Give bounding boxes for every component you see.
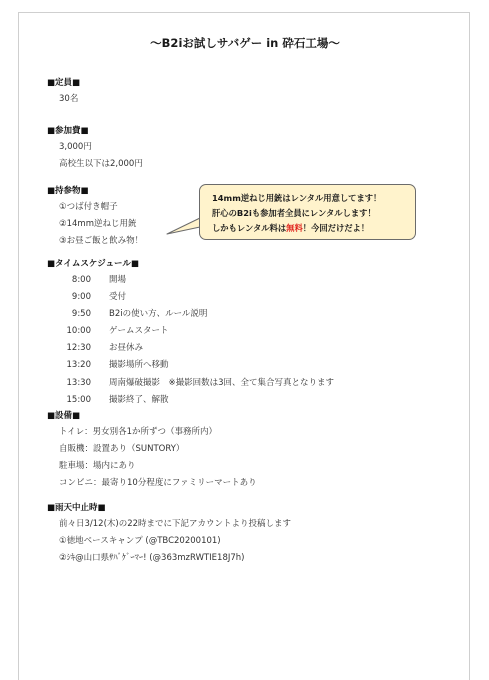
- schedule-description: ゲームスタート: [109, 326, 169, 337]
- schedule-time: 9:50: [71, 309, 91, 320]
- schedule-description: 撮影終了、解散: [109, 394, 169, 405]
- schedule-row: [47, 357, 169, 374]
- section-facilities: [47, 408, 257, 492]
- rain-notice: 前々日3/12(木)の22時までに下記アカウントより投稿します: [59, 519, 291, 529]
- schedule-time: 13:20: [66, 360, 91, 371]
- schedule-row: [47, 375, 335, 392]
- schedule-row: [47, 392, 169, 409]
- callout-free-highlight: 無料: [286, 223, 303, 233]
- schedule-row: [47, 323, 169, 340]
- schedule-description: 周南爆破撮影 ※撮影回数は3回、全て集合写真となります: [109, 377, 335, 388]
- callout-free-prefix: しかもレンタル料は: [212, 223, 287, 233]
- capacity-value: 30名: [59, 94, 79, 104]
- callout-line-rental-b2i: 肝心のB2iも参加者全員にレンタルします！: [212, 208, 376, 218]
- callout-tail: [19, 13, 471, 313]
- schedule-heading: ■タイムスケジュール■: [47, 259, 139, 269]
- facility-item: 駐車場：場内にあり: [59, 461, 136, 471]
- schedule-description: B2iの使い方、ルール説明: [109, 309, 208, 320]
- belongings-item: ③お昼ご飯と飲み物！: [59, 236, 144, 246]
- callout-line-free: [212, 221, 415, 236]
- facility-item: コンビニ：最寄り10分程度にファミリーマートあり: [59, 478, 257, 488]
- rain-account: ①徳地ベースキャンプ (@TBC20200101): [59, 536, 221, 546]
- schedule-time: 9:00: [71, 292, 91, 303]
- schedule-description: 開場: [109, 275, 127, 285]
- belongings-item: ②14mm逆ねじ用銃: [59, 219, 137, 229]
- belongings-item: ①つば付き帽子: [59, 202, 118, 212]
- document-title: 〜B2iお試しサバゲー in 砕石工場〜: [150, 36, 340, 50]
- schedule-time: 13:30: [66, 377, 91, 388]
- callout-free-suffix: ！今回だけだよ！: [302, 223, 370, 233]
- rain-heading: ■雨天中止時■: [47, 503, 106, 513]
- facility-item: 自販機：設置あり（SUNTORY）: [59, 444, 185, 454]
- schedule-time: 12:30: [66, 343, 91, 354]
- schedule-description: 受付: [109, 292, 127, 303]
- callout-line-rental-guns: 14mm逆ねじ用銃はレンタル用意してます！: [212, 193, 382, 203]
- facility-item: トイレ：男女別各1か所ずつ（事務所内）: [59, 427, 217, 437]
- section-rain-cancellation: [47, 500, 291, 567]
- schedule-time: 10:00: [66, 326, 91, 337]
- schedule-description: お昼休み: [109, 343, 144, 354]
- schedule-description: 撮影場所へ移動: [109, 360, 169, 371]
- fee-student: 高校生以下は2,000円: [59, 159, 143, 169]
- fee-general: 3,000円: [59, 142, 92, 152]
- fee-heading: ■参加費■: [47, 126, 89, 136]
- belongings-heading: ■持参物■: [47, 186, 89, 196]
- schedule-time: 15:00: [66, 394, 91, 405]
- schedule-time: 8:00: [71, 275, 91, 285]
- schedule-row: [47, 340, 144, 357]
- rain-account: ②ｼｷ@山口県ｻﾊﾞｹﾞｰﾏｰ! (@363mzRWTIE18J7h): [59, 553, 245, 563]
- facilities-heading: ■設備■: [47, 411, 81, 421]
- rental-callout-bubble: [199, 184, 416, 240]
- document-page: [18, 12, 470, 680]
- capacity-heading: ■定員■: [47, 78, 81, 88]
